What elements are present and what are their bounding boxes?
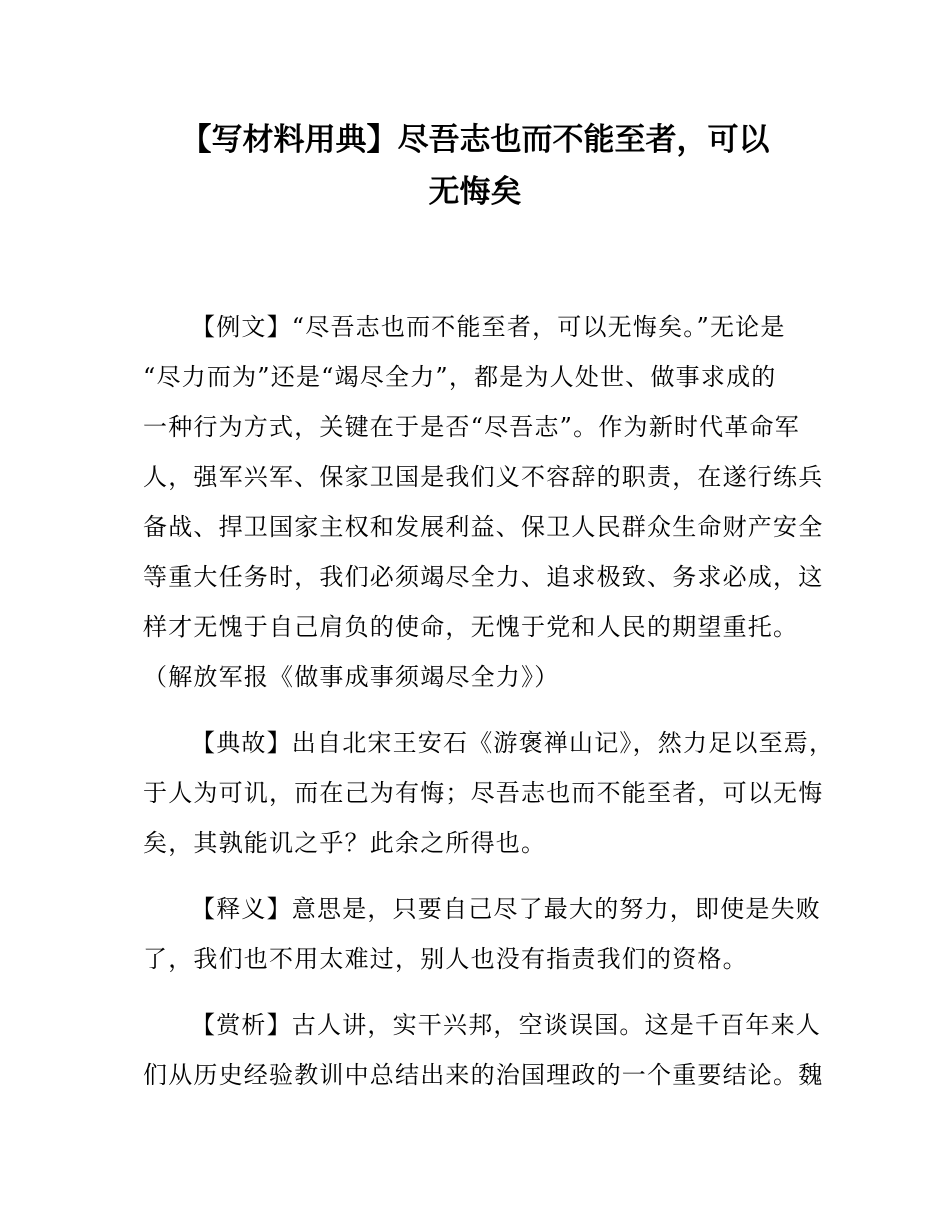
text-line: 等重大任务时，我们必须竭尽全力、追求极致、务求必成，这 <box>143 563 824 591</box>
title-line-2: 无悔矣 <box>428 174 522 210</box>
text-line: 【释义】意思是，只要自己尽了最大的努力，即使是失败 <box>191 895 821 923</box>
paragraph-appreciation <box>143 1000 824 1100</box>
text-line: 【赏析】古人讲，实干兴邦，空谈误国。这是千百年来人 <box>191 1011 821 1039</box>
text-line: 【例文】“尽吾志也而不能至者，可以无悔矣。”无论是 <box>191 313 786 341</box>
source-citation: （解放军报《做事成事须竭尽全力》） <box>143 663 560 691</box>
document-title <box>140 114 810 218</box>
paragraph-allusion <box>143 718 835 868</box>
document-body <box>143 302 835 1116</box>
text-line: 们从历史经验教训中总结出来的治国理政的一个重要结论。魏 <box>143 1061 824 1089</box>
text-line: 备战、捍卫国家主权和发展利益、保卫人民群众生命财产安全 <box>143 513 824 541</box>
text-line: 【典故】出自北宋王安石《游褒禅山记》，然力足以至焉， <box>191 729 835 757</box>
paragraph-meaning <box>143 884 821 984</box>
text-line: 人，强军兴军、保家卫国是我们义不容辞的职责，在遂行练兵 <box>143 463 824 491</box>
text-line: 矣，其孰能讥之乎？此余之所得也。 <box>143 829 547 857</box>
text-line: “尽力而为”还是“竭尽全力”，都是为人处世、做事求成的 <box>143 363 777 391</box>
text-line: 一种行为方式，关键在于是否“尽吾志”。作为新时代革命军 <box>143 413 800 441</box>
text-line: 于人为可讥，而在己为有悔；尽吾志也而不能至者，可以无悔 <box>143 779 824 807</box>
text-line: 样才无愧于自己肩负的使命，无愧于党和人民的期望重托。 <box>143 613 799 641</box>
text-line: 了，我们也不用太难过，别人也没有指责我们的资格。 <box>143 945 748 973</box>
title-line-1: 【写材料用典】尽吾志也而不能至者，可以 <box>180 122 770 158</box>
paragraph-example <box>143 302 824 702</box>
